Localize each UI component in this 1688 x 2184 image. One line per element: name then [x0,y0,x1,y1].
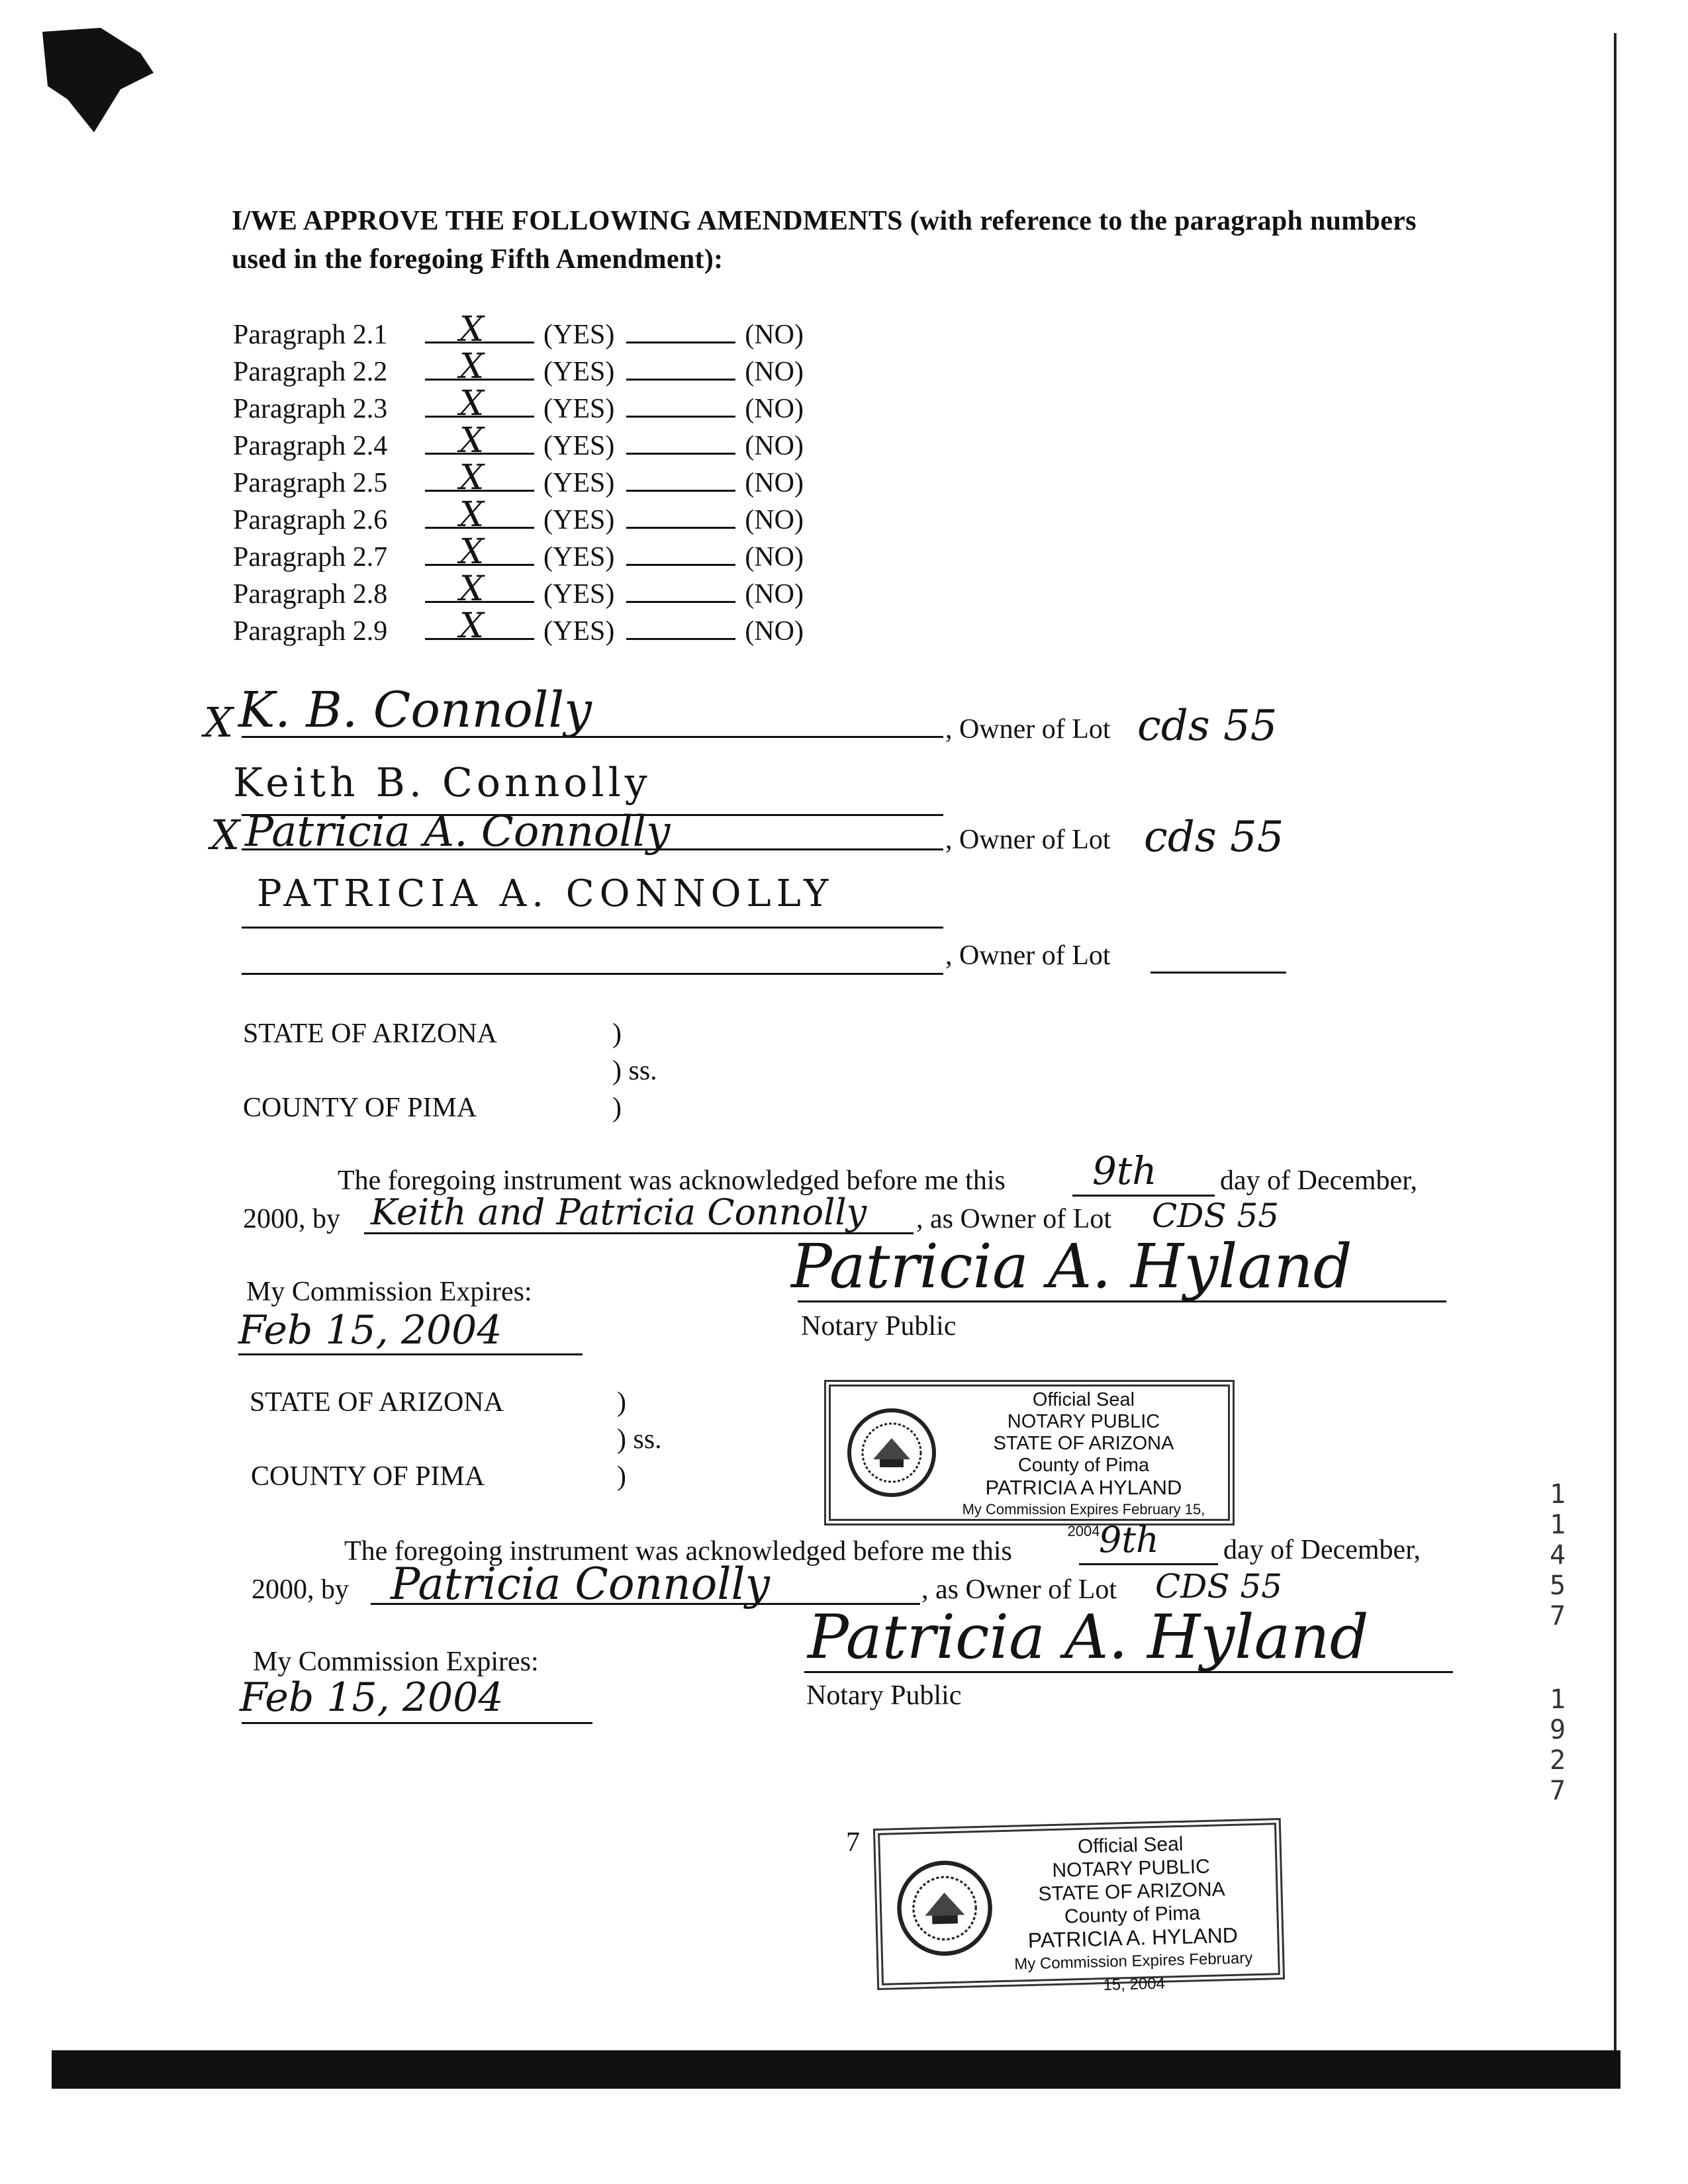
yes-blank [425,421,534,461]
yes-option: (YES) [543,468,615,498]
no-blank [626,576,735,603]
ack2-notary-line [804,1671,1453,1673]
owner-2-x-prefix: X [211,811,240,859]
no-option: (NO) [745,394,804,424]
ack2-by-name: Patricia Connolly [391,1559,770,1610]
ack2-commission-label: My Commission Expires: [253,1647,539,1677]
no-option: (NO) [745,357,804,387]
owner-1-lot: cds 55 [1137,702,1278,751]
seal-2-line: My Commission Expires February 15, 2004 [1013,1949,1253,1995]
side-digit: 4 [1549,1540,1566,1570]
ack2-county: COUNTY OF PIMA [251,1461,485,1492]
no-blank [626,465,735,492]
ack1-line1-end: day of December, [1220,1165,1417,1196]
ack1-notary-signature: Patricia A. Hyland [791,1231,1352,1302]
seal-2-line: STATE OF ARIZONA [1038,1878,1226,1905]
owner-1-x-prefix: X [204,698,234,747]
no-option: (NO) [745,505,804,535]
side-digit: 5 [1549,1570,1566,1601]
no-option: (NO) [745,579,804,610]
page-border-right [1614,33,1617,2078]
owner-1-signature: K. B. Connolly [238,682,592,739]
yes-blank [425,347,534,387]
yes-option: (YES) [543,357,615,387]
yes-blank [425,569,534,609]
ack1-lot: CDS 55 [1152,1197,1280,1235]
no-blank [626,613,735,640]
side-digit: 1 [1549,1479,1566,1510]
no-option: (NO) [745,542,804,572]
approval-heading: I/WE APPROVE THE FOLLOWING AMENDMENTS (with reference to the paragraph numbers used in the foregoing Fifth Amendment): [232,206,1417,275]
ack2-commission-date: Feb 15, 2004 [240,1674,504,1721]
paragraph-row [233,421,804,465]
side-digit: 2 [1549,1745,1566,1776]
seal-1-line: NOTARY PUBLIC [1007,1411,1160,1432]
owner-2-printed-name: PATRICIA A. CONNOLLY [257,872,834,915]
owner-1-printed-name: Keith B. Connolly [233,760,651,806]
no-blank [626,390,735,418]
notary-seal-1 [824,1380,1235,1539]
owner-2-label: , Owner of Lot [945,825,1111,855]
no-blank [626,502,735,529]
x-mark: X [459,606,485,646]
paragraph-row [233,310,804,353]
paragraph-label: Paragraph 2.7 [233,542,388,572]
owner-2-signature: Patricia A. Connolly [245,807,671,856]
owner-2-lot: cds 55 [1144,813,1284,862]
paragraph-row [233,606,804,650]
owner-2-signature-line [242,848,943,850]
yes-blank [425,310,534,349]
ack2-paren-1: ) [617,1387,626,1418]
no-blank [626,316,735,343]
ack2-state: STATE OF ARIZONA [250,1387,504,1418]
paragraph-row [233,532,804,576]
ack1-paren-1: ) [612,1019,622,1049]
no-option: (NO) [745,616,804,647]
seal-2-line: County of Pima [1064,1902,1201,1928]
no-option: (NO) [745,431,804,461]
paragraph-label: Paragraph 2.3 [233,394,388,424]
paragraph-row [233,347,804,390]
seal-1-line: My Commission Expires February 15, 2004 [962,1501,1205,1539]
no-blank [626,353,735,381]
seal-2-line: PATRICIA A. HYLAND [1027,1923,1239,1953]
ack2-day-line [1079,1563,1218,1565]
paragraph-label: Paragraph 2.8 [233,579,388,610]
x-mark: X [459,532,485,572]
page-border-bottom [52,2050,1620,2089]
no-blank [626,428,735,455]
arizona-seal-icon [894,1857,996,1959]
owner-3-label: , Owner of Lot [945,940,1111,971]
x-mark: X [459,458,485,498]
side-digit: 1 [1549,1684,1566,1715]
yes-option: (YES) [543,431,615,461]
owner-2-print-line [242,927,943,929]
ack2-line2-text: 2000, by [252,1574,349,1605]
seal-2-line: NOTARY PUBLIC [1052,1855,1211,1882]
ack2-commission-line [242,1722,592,1724]
owner-1-signature-line [242,736,943,738]
paragraph-label: Paragraph 2.6 [233,505,388,535]
paragraph-row [233,458,804,502]
page-number: 7 [846,1827,860,1858]
ack2-line1-text: The foregoing instrument was acknowledged before me this [344,1536,1012,1567]
ack1-commission-label: My Commission Expires: [246,1277,532,1307]
yes-option: (YES) [543,505,615,535]
paragraph-label: Paragraph 2.2 [233,357,388,387]
ack1-commission-line [238,1353,583,1355]
paragraph-label: Paragraph 2.4 [233,431,388,461]
notary-seal-2 [873,1818,1285,1995]
scan-blot [41,26,154,139]
x-mark: X [459,495,485,535]
ack2-lot: CDS 55 [1155,1567,1283,1606]
side-digit: 7 [1549,1601,1566,1631]
ack2-ss: ) ss. [617,1424,662,1455]
no-option: (NO) [745,320,804,350]
seal-1-line: County of Pima [1017,1455,1150,1476]
ack2-day: 9th [1099,1519,1159,1561]
x-mark: X [459,421,485,461]
yes-option: (YES) [543,320,615,350]
x-mark: X [459,310,485,349]
side-recording-number [1544,1479,1571,1806]
paragraph-label: Paragraph 2.5 [233,468,388,498]
owner-1-label: , Owner of Lot [945,714,1111,745]
yes-blank [425,384,534,424]
ack1-state: STATE OF ARIZONA [243,1019,497,1049]
yes-option: (YES) [543,616,615,647]
ack1-notary-label: Notary Public [801,1311,957,1342]
no-option: (NO) [745,468,804,498]
ack1-day: 9th [1092,1148,1157,1193]
ack1-line1-text: The foregoing instrument was acknowledged before me this [338,1165,1006,1196]
ack2-paren-2: ) [617,1461,626,1492]
paragraph-row [233,384,804,428]
yes-option: (YES) [543,394,615,424]
x-mark: X [459,347,485,387]
ack1-county: COUNTY OF PIMA [243,1093,477,1123]
seal-1-line: STATE OF ARIZONA [993,1433,1174,1454]
yes-blank [425,458,534,498]
ack2-notary-signature: Patricia A. Hyland [808,1602,1369,1672]
seal-1-line: Official Seal [1032,1389,1135,1410]
ack1-commission-date: Feb 15, 2004 [238,1307,502,1353]
seal-2-line: Official Seal [1077,1833,1184,1858]
ack2-line2-end: , as Owner of Lot [921,1574,1117,1605]
ack1-notary-line [798,1300,1446,1302]
yes-blank [425,495,534,535]
ack1-line2-end: , as Owner of Lot [916,1204,1112,1234]
side-digit: 7 [1549,1776,1566,1806]
x-mark: X [459,384,485,424]
side-digit: 9 [1549,1715,1566,1745]
arizona-seal-icon [845,1406,938,1499]
yes-option: (YES) [543,579,615,610]
owner-3-signature-line [242,973,943,975]
ack1-ss: ) ss. [612,1056,657,1086]
paragraph-row [233,495,804,539]
yes-option: (YES) [543,542,615,572]
side-digit: 1 [1549,1510,1566,1540]
paragraph-label: Paragraph 2.9 [233,616,388,647]
ack1-by-name: Keith and Patricia Connolly [371,1191,867,1233]
x-mark: X [459,569,485,609]
ack1-line2-text: 2000, by [243,1204,340,1234]
seal-1-line: PATRICIA A HYLAND [985,1476,1182,1499]
yes-blank [425,532,534,572]
ack2-line1-end: day of December, [1223,1535,1421,1565]
paragraph-label: Paragraph 2.1 [233,320,388,350]
ack2-notary-label: Notary Public [806,1680,962,1711]
yes-blank [425,606,534,646]
owner-3-lot-line [1150,972,1286,974]
ack1-paren-2: ) [612,1093,622,1123]
no-blank [626,539,735,566]
paragraph-row [233,569,804,613]
